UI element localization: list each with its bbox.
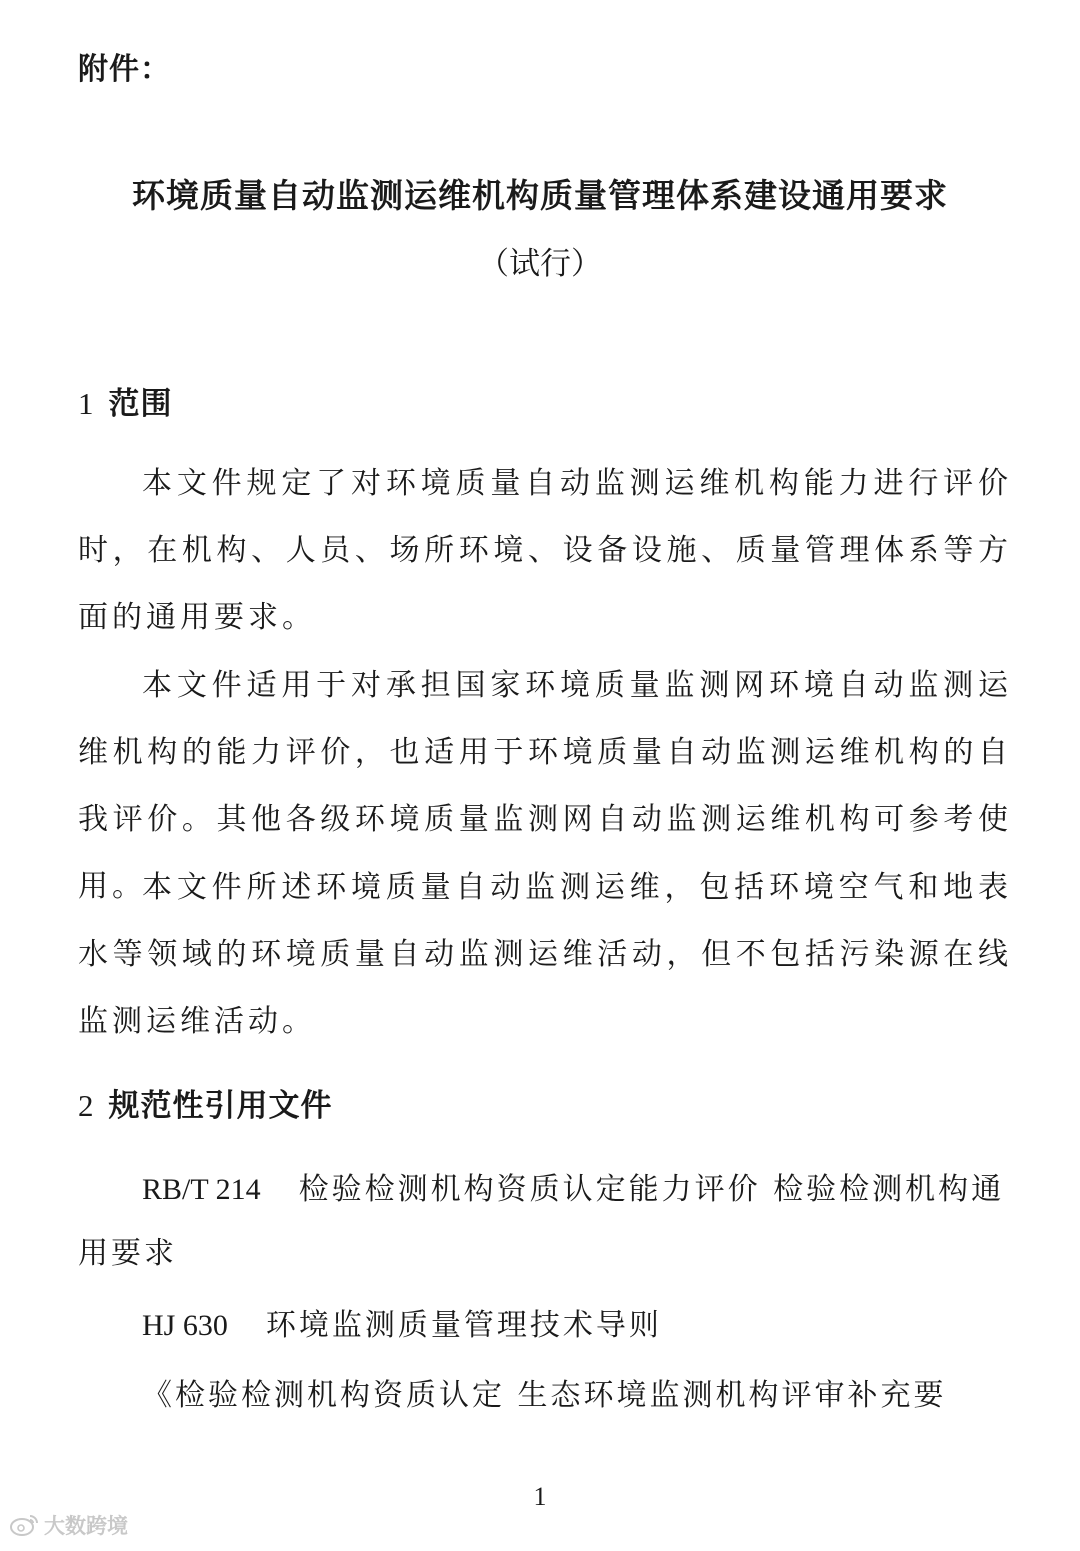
document-title: 环境质量自动监测运维机构质量管理体系建设通用要求: [132, 176, 948, 215]
document-subtitle: （试行）: [478, 246, 602, 282]
reference-text: 检验检测机构资质认定能力评价 检验检测机构通用要求: [78, 1172, 1005, 1271]
section-heading-text: 范围: [108, 386, 173, 422]
watermark-text: 大数跨境: [44, 1514, 128, 1538]
paragraph: 本文件适用于对承担国家环境质量监测网环境自动监测运维机构的能力评价，也适用于环境质量自动监测运维机构的自我评价。其他各级环境质量监测网自动监测运维机构可参考使用。: [78, 668, 1012, 904]
weibo-logo-icon: [10, 1513, 40, 1537]
reference-item: [78, 1294, 1012, 1358]
reference-code: HJ 630: [142, 1309, 228, 1342]
reference-item: [78, 1364, 1012, 1428]
section-heading-text: 规范性引用文件: [108, 1088, 333, 1124]
section-heading-normative-references: [78, 1078, 333, 1134]
watermark: [10, 1510, 128, 1540]
paragraph: 本文件所述环境质量自动监测运维，包括环境空气和地表水等领域的环境质量自动监测运维活动，但不包括污染源在线监测运维活动。: [78, 870, 1012, 1039]
page-number: 1: [533, 1482, 547, 1511]
reference-code: RB/T 214: [142, 1173, 261, 1206]
attachment-label: 附件：: [78, 52, 171, 87]
section-number: 2: [78, 1088, 95, 1123]
reference-text: 环境监测质量管理技术导则: [265, 1308, 662, 1343]
section-number: 1: [78, 386, 95, 421]
paragraph: 本文件规定了对环境质量自动监测运维机构能力进行评价时，在机构、人员、场所环境、设备设施、质量管理体系等方面的通用要求。: [78, 466, 1012, 635]
reference-item: [78, 1158, 1012, 1286]
reference-text: 《检验检测机构资质认定 生态环境监测机构评审补充要: [142, 1378, 947, 1413]
section-heading-scope: [78, 376, 173, 432]
